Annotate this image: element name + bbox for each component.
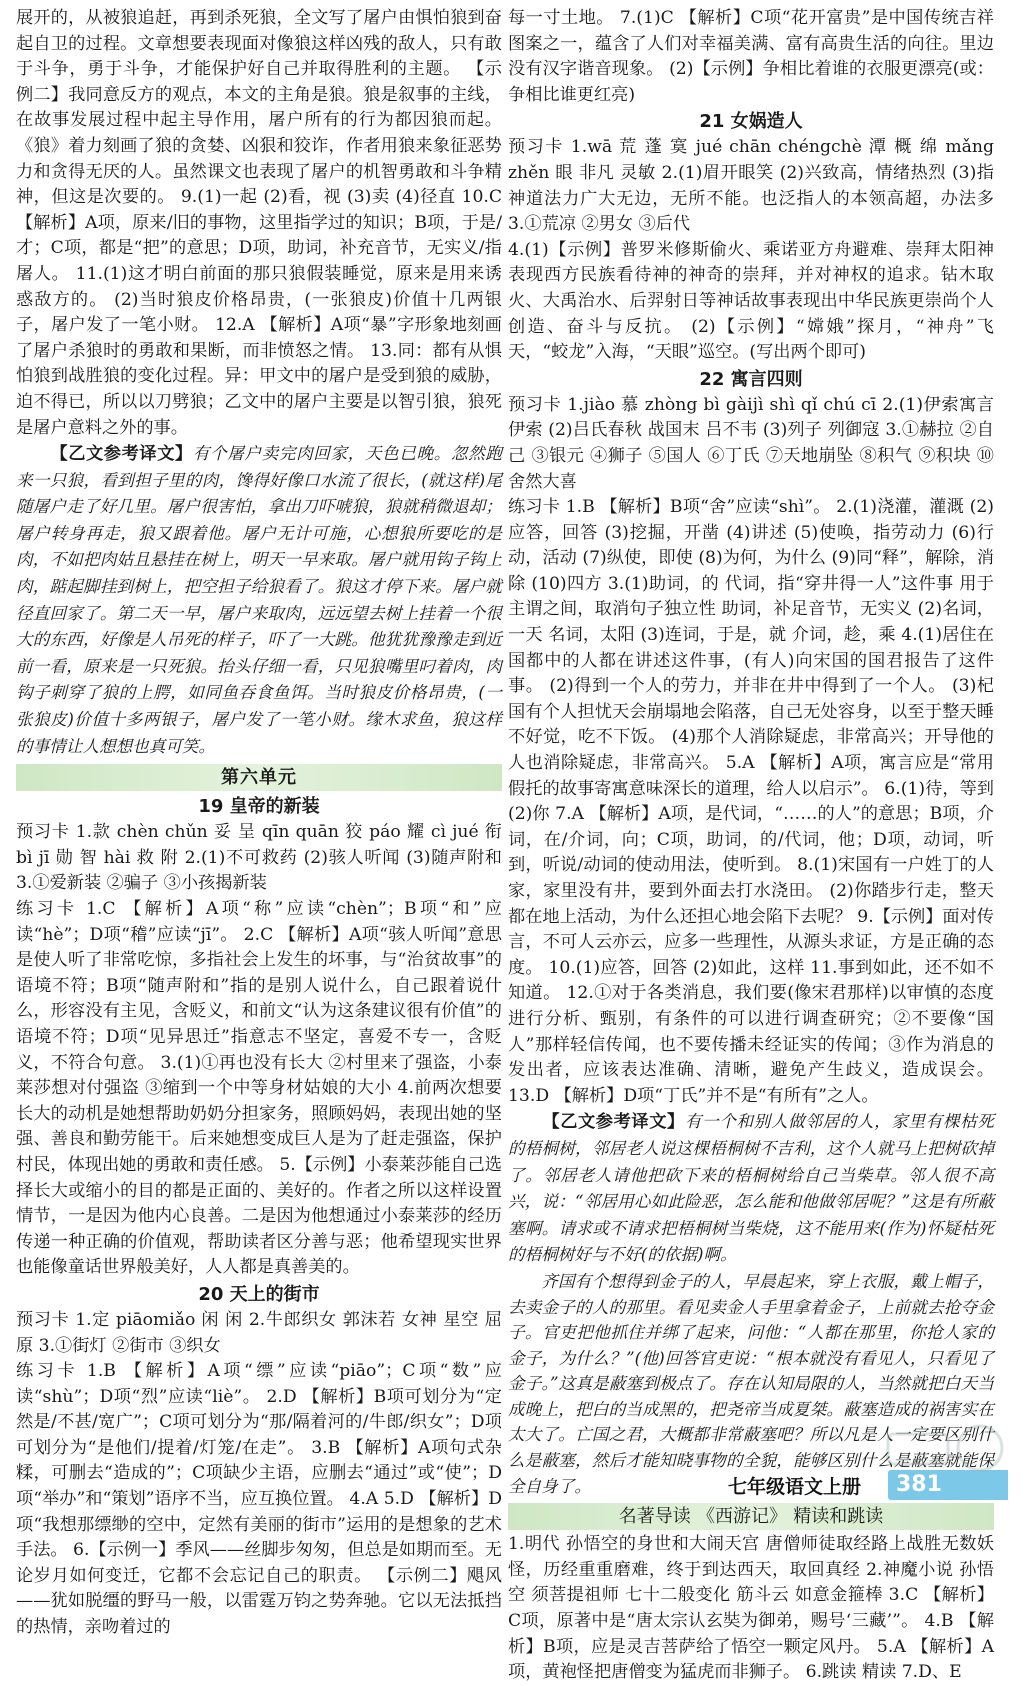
answer-paragraph: 预习卡 1.jiào 慕 zhòng bì gàijì shì qǐ chú cī 2.(1)伊索寓言 伊索 (2)吕氏春秋 战国末 吕不韦 (3)列子 列御寇 3.①赫拉 ②自己 ③银元 ④狮子 ⑤国人 ⑥丁氏 ⑦天地崩坠 ⑧积气 ⑨积块 ⑩舍然大喜 — [508, 394, 994, 492]
answer-paragraph: 练习卡 1.C 【解析】A项“称”应读“chèn”；B项“和”应读“hè”；D项“稽”应读“jī”。 2.C 【解析】A项“骇人听闻”意思是使人听了非常吃惊，多指社会上发生的坏事，与“治贫故事”的语境不符；B项“随声附和”指的是别人说什么，自己跟着说什么，形容没有主见，含贬义，和前文“认为这条建议很有价值”的语境不符；D项“见异思迁”指意志不坚定，喜爱不专一，含贬义，不符合句意。 3.(1)①再也没有长大 ②村里来了强盗，小泰莱莎想对付强盗 ③缩到一个中等身材姑娘的大小 4.前两次想要长大的动机是她想帮助奶奶分担家务，照顾妈妈，表现出她的坚强、善良和勤劳能干。后来她想变成巨人是为了赶走强盗，保护村民，体现出她的勇敢和责任感。 5.【示例】小泰莱莎能自己选择长大或缩小的目的都是正面的、美好的。作者之所以这样设置情节，一是因为他内心良善。二是因为他想通过小泰莱莎的经历传递一种正确的价值观，帮助读者区分善与恶；他希望现实世界也能像童话世界般美好，人人都是真善美的。 — [16, 899, 502, 1278]
answer-paragraph: 练习卡 1.B 【解析】A项“缥”应读“piāo”；C项“数”应读“shù”；D项“烈”应读“liè”。 2.D 【解析】B项可划分为“定然是/不甚/宽广”；C项可划分为“那/隔着河的/牛郎/织女”；D项可划分为“是他们/提着/灯笼/在走”。 3.B 【解析】A项句式杂糅，可删去“造成的”；C项缺少主语，应删去“通过”或“使”；D项“举办”和“策划”语序不当，应互换位置。 4.A 5.D 【解析】D项“我想那缥缈的空中，定然有美丽的街市”运用的是想象的艺术手法。 6.【示例一】季风——丝脚步匆匆，但总是如期而至。无论岁月如何变迁，它都不会忘记自己的职责。 【示例二】飓风——犹如脱缰的野马一般，以雷霆万钧之势奔驰。它以无法抵挡的热情，亲吻着过的 — [16, 1361, 502, 1638]
book-name: 七年级语文上册 — [728, 1476, 862, 1498]
translation-paragraph — [16, 441, 502, 760]
translation-paragraph — [508, 1109, 994, 1269]
translation-label: 【乙文参考译文】 — [542, 1112, 685, 1133]
watermark-logo — [880, 1420, 1010, 1480]
translation-label: 【乙文参考译文】 — [50, 444, 193, 465]
unit-title: 第六单元 — [16, 764, 502, 791]
translation-text: 有个屠户卖完肉回家，天色已晚。忽然跑来一只狼，看到担子里的肉，馋得好像口水流了很长，(就这样)尾随屠户走了好几里。屠户很害怕，拿出刀吓唬狼，狼就稍微退却；屠户转身再走，狼又跟着他。屠户无计可施，心想狼所要吃的是肉，不如把肉姑且悬挂在树上，明天一早来取。屠户就用钩子钩上肉，踮起脚挂到树上，把空担子给狼看了。狼这才停下来。屠户就径直回家了。第二天一早，屠户来取肉，远远望去树上挂着一个很大的东西，好像是人吊死的样子，吓了一大跳。他犹犹豫豫走到近前一看，原来是一只死狼。抬头仔细一看，只见狼嘴里叼着肉，肉钩子刺穿了狼的上腭，如同鱼吞食鱼饵。当时狼皮价格昂贵，(一张狼皮)价值十多两银子，屠户发了一笔小财。缘木求鱼，狼这样的事情让人想想也真可笑。 — [16, 444, 502, 756]
answer-paragraph: 4.(1)【示例】普罗米修斯偷火、乘诺亚方舟避难、崇拜太阳神表现西方民族看待神的神奇的崇拜，并对神权的追求。钻木取火、大禹治水、后羿射日等神话故事表现出中华民族更崇尚个人创造、奋斗与反抗。 (2)【示例】“嫦娥”探月，“神舟”飞天，“蛟龙”入海，“天眼”巡空。(写出两个即可) — [508, 239, 994, 363]
reading-method: 精读和跳读 — [793, 1506, 884, 1528]
page-number: 381 — [888, 1470, 1008, 1500]
answer-paragraph: 1.明代 孙悟空的身世和大闹天宫 唐僧师徒取经路上战胜无数妖怪，历经重重磨难，终于到达西天，取回真经 2.神魔小说 孙悟空 须菩提祖师 七十二般变化 筋斗云 如意金箍棒 3.C 【解析】C项，原著中是“唐太宗认玄奘为御弟，赐号‘三藏’”。 4.B 【解析】B项，应是灵吉菩萨给了悟空一颗定风丹。 5.A 【解析】A项，黄袍怪把唐僧变为猛虎而非狮子。 6.跳读 精读 7.D、E — [508, 1534, 994, 1683]
translation-text: 齐国有个想得到金子的人，早晨起来，穿上衣服，戴上帽子，去卖金子的人的那里。看见卖金人手里拿着金子，上前就去抢夺金子。官吏把他抓住并绑了起来，问他：“人都在那里，你抢人家的金子，为什么？”(他)回答官吏说：“根本就没有看见人，只看见了金子。”这真是蔽塞到极点了。存在认知局限的人，当然就把白天当成晚上，把白的当成黑的，把尧帝当成夏桀。蔽塞造成的祸害实在太大了。亡国之君，大概都非常蔽塞吧？所以凡是人一定要区别什么是蔽塞，然后才能知晓事物的全貌，能够区别什么是蔽塞就能保全自身了。 — [508, 1271, 994, 1496]
answer-paragraph: 预习卡 1.定 piāomiǎo 闲 闲 2.牛郎织女 郭沫若 女神 星空 屈原 3.①街灯 ②街市 ③织女 — [16, 1309, 502, 1356]
answer-paragraph: 每一寸土地。 7.(1)C 【解析】C项“花开富贵”是中国传统吉祥图案之一，蕴含了人们对幸福美满、富有高贵生活的向往。里边没有汉字谐音现象。 (2)【示例】争相比着谁的衣服更漂亮(或：争相比谁更红亮) — [508, 8, 994, 105]
lesson-title: 20 天上的街市 — [198, 1283, 320, 1305]
translation-text: 有一个和别人做邻居的人，家里有棵枯死的梧桐树，邻居老人说这棵梧桐树不吉利，这个人就马上把树砍掉了。邻居老人请他把砍下来的梧桐树给自己当柴草。邻人很不高兴，说：“邻居用心如此险恶，怎么能和他做邻居呢？”这是有所蔽塞啊。请求或不请求把梧桐树当柴烧，这不能用来(作为)怀疑枯死的梧桐树好与不好(的依据)啊。 — [508, 1112, 994, 1265]
lesson-title: 22 寓言四则 — [699, 368, 803, 390]
book-title: 《西游记》 — [697, 1506, 787, 1528]
answer-paragraph: 展开的，从被狼追赶，再到杀死狼，全文写了屠户由惧怕狼到奋起自卫的过程。文章想要表现面对像狼这样凶残的敌人，只有敢于斗争，勇于斗争，才能保护好自己并取得胜利的主题。 【示例二】我同意反方的观点，本文的主角是狼。狼是叙事的主线，在故事发展过程中起主导作用，屠户所有的行为都因狼而起。《狼》着力刻画了狼的贪婪、凶狠和狡诈，作者用狼来象征恶势力和贪得无厌的人。虽然课文也表现了屠户的机智勇敢和斗争精神，但这是次要的。 9.(1)一起 (2)看，视 (3)卖 (4)径直 10.C 【解析】A项，原来/旧的事物，这里指学过的知识；B项，于是/才；C项，都是“把”的意思；D项，助词，补充音节，无实义/指屠人。 11.(1)这才明白前面的那只狼假装睡觉，原来是用来诱惑敌方的。 (2)当时狼皮价格昂贵，(一张狼皮)价值十几两银子，屠户发了一笔小财。 12.A 【解析】A项“暴”字形象地刻画了屠户杀狼时的勇敢和果断，而非愤怒之情。 13.同：都有从惧怕狼到战胜狼的变化过程。异：甲文中的屠户是受到狼的威胁，迫不得已，所以以刀劈狼；乙文中的屠户主要是以智引狼，狼死是屠户意料之外的事。 — [16, 8, 502, 438]
classic-reading-title — [508, 1503, 994, 1530]
lesson-title: 21 女娲造人 — [699, 111, 803, 133]
left-column — [16, 6, 502, 1641]
lesson-title: 19 皇帝的新装 — [198, 796, 320, 818]
answer-paragraph: 预习卡 1.wā 荒 蓬 寞 jué chān chéngchè 潭 概 绵 mǎng zhěn 眼 非凡 灵敏 2.(1)眉开眼笑 (2)兴致高，情绪热烈 (3)指神道法力广大无边，无所不能。也泛指人的本领高超，办法多 3.①荒凉 ②男女 ③后代 — [508, 137, 994, 235]
classic-reading-label: 名著导读 — [618, 1506, 691, 1528]
answer-paragraph: 预习卡 1.款 chèn chǔn 妥 呈 qīn quān 狡 páo 耀 cì jué 衔 bì jī 勋 智 hài 救 附 2.(1)不可救药 (2)骇人听闻 (3)随声附和 3.①爱新装 ②骗子 ③小孩揭新装 — [16, 822, 502, 894]
answer-paragraph: 练习卡 1.B 【解析】B项“舍”应读“shì”。 2.(1)浇灌，灌溉 (2)应答，回答 (3)挖掘，开凿 (4)讲述 (5)使唤，指劳动力 (6)行动，活动 (7)纵使，即使 (8)为何，为什么 (9)同“释”，解除，消除 (10)四方 3.(1)助词，的 代词，指“穿井得一人”这件事 用于主谓之间，取消句子独立性 助词，补足音节，无实义 (2)名词，一天 名词，太阳 (3)连词，于是，就 介词，趁，乘 4.(1)居住在国都中的人都在讲述这件事，(有人)向宋国的国君报告了这件事。 (2)得到一个人的劳力，并非在井中得到了一个人。 (3)杞国有个人担忧天会崩塌地会陷落，自己无处容身，以至于整天睡不好觉，吃不下饭。 (4)那个人消除疑虑，非常高兴；开导他的人也消除疑虑，非常高兴。 5.A 【解析】A项，寓言应是“常用假托的故事寄寓意味深长的道理，给人以启示”。 6.(1)待，等到 (2)你 7.A 【解析】A项，是代词，“……的人”的意思；B项，介词，在/介词，向；C项，助词，的/代词，他；D项，动词，听到，听说/动词的使动用法，使听到。 8.(1)宋国有一户姓丁的人家，家里没有井，要到外面去打水浇田。 (2)你踏步行走，整天都在地上活动，为什么还担心地会陷下去呢？ 9.【示例】面对传言，不可人云亦云，应多一些理性，从源头求证，方是正确的态度。 10.(1)应答，回答 (2)如此，这样 11.事到如此，还不如不知道。 12.①对于各类消息，我们要(像宋君那样)以审慎的态度进行分析、甄别，有条件的可以进行调查研究；②不要像“国人”那样轻信传闻，也不要传播未经证实的传闻；③作为消息的发出者，应该表达准确、清晰，避免产生歧义，造成误会。 13.D 【解析】D项“丁氏”并不是“有所有”之人。 — [508, 497, 994, 1106]
